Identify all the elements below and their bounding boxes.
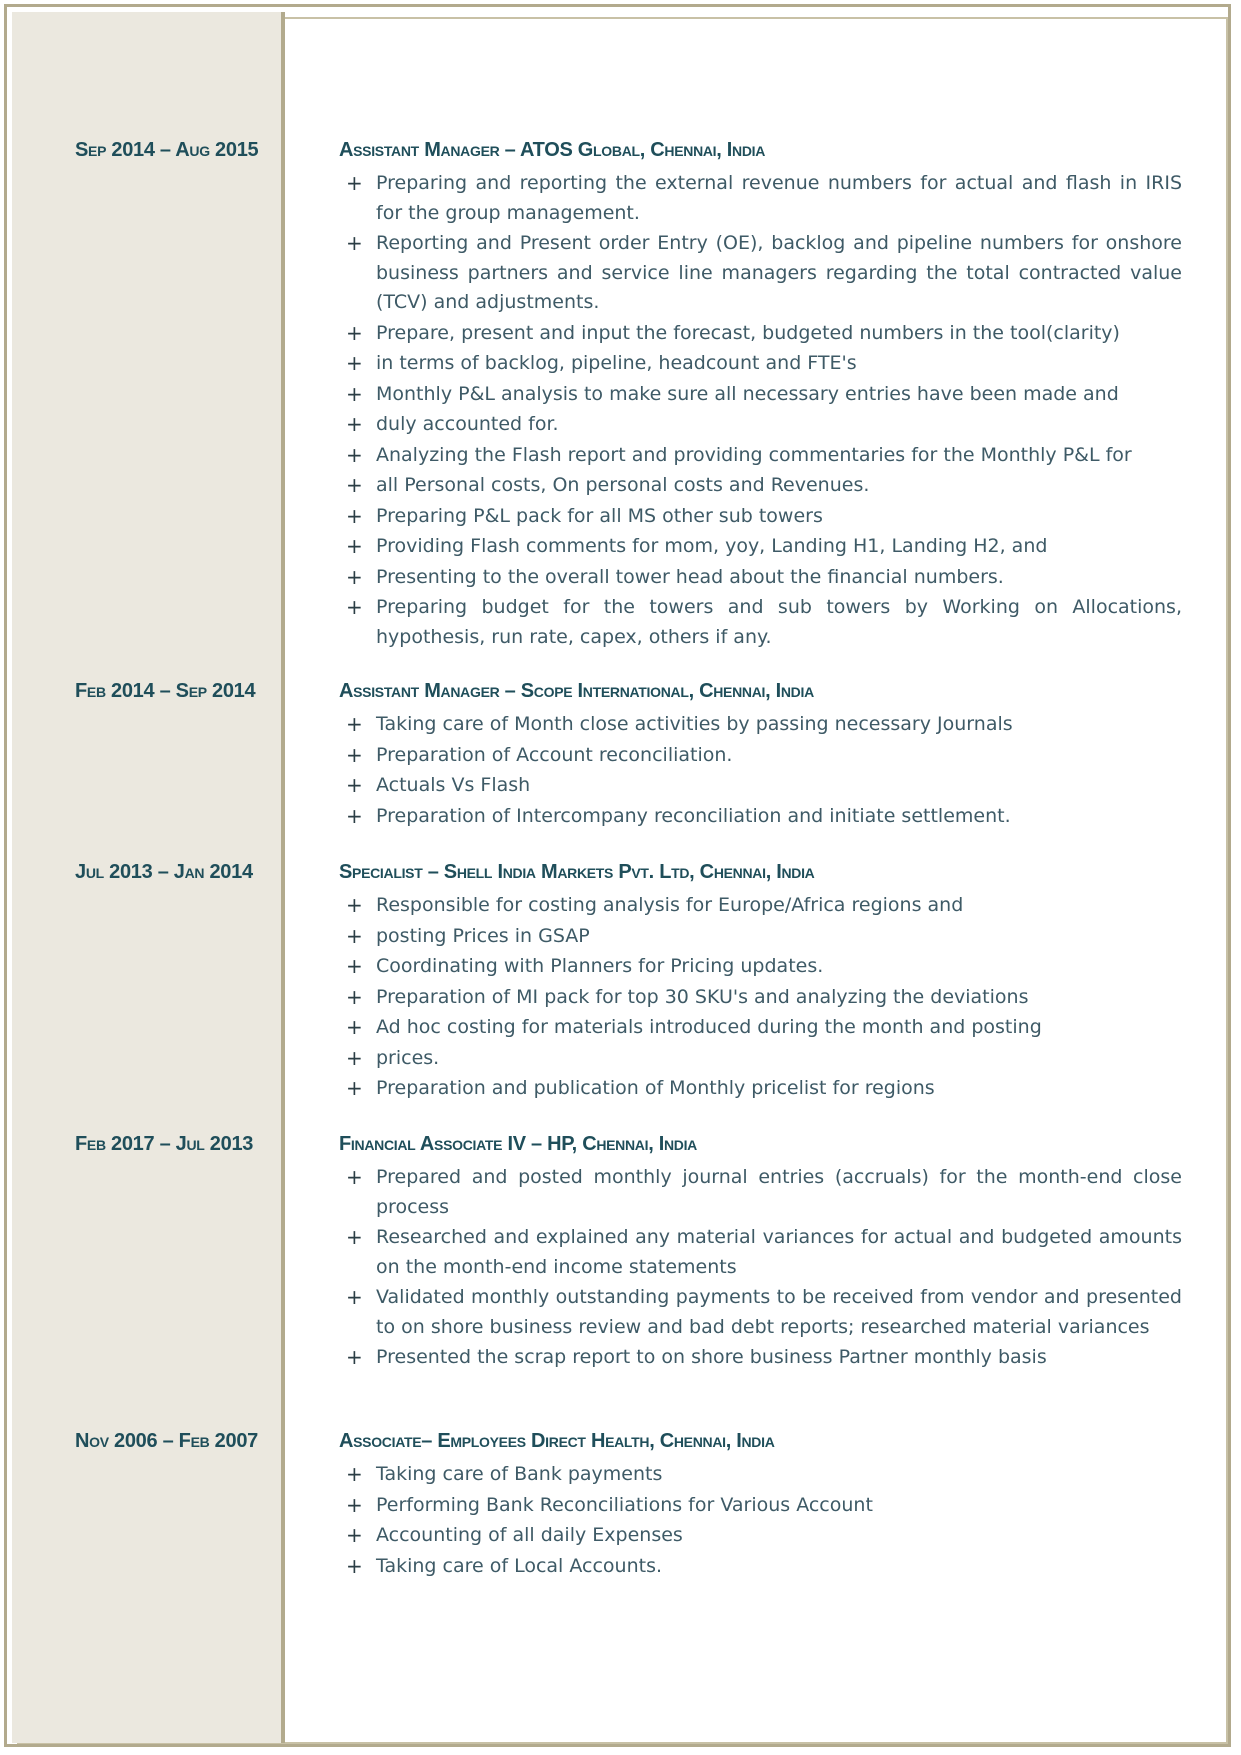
plus-icon: +: [346, 381, 363, 406]
list-item: + Presenting to the overall tower head about the financial numbers.: [346, 563, 1182, 593]
list-item: + posting Prices in GSAP: [346, 922, 1182, 952]
plus-icon: +: [346, 1492, 363, 1517]
plus-icon: +: [346, 803, 363, 828]
plus-icon: +: [346, 412, 363, 436]
plus-icon: +: [346, 1345, 363, 1369]
entry-title: Associate– Employees Direct Health, Chennai, India: [339, 1430, 775, 1452]
plus-icon: +: [346, 1462, 363, 1486]
list-item: + Preparation of MI pack for top 30 SKU's and analyzing the deviations: [346, 983, 1182, 1013]
plus-icon: +: [346, 893, 363, 917]
entry-title: Financial Associate IV – HP, Chennai, India: [339, 1133, 697, 1155]
plus-icon: +: [346, 954, 363, 978]
plus-icon: +: [346, 742, 363, 767]
bullet-list: [346, 710, 1182, 832]
entry-date: Feb 2017 – Jul 2013: [75, 1133, 254, 1155]
list-item: + Coordinating with Planners for Pricing updates.: [346, 952, 1182, 982]
entry-date: Feb 2014 – Sep 2014: [75, 680, 256, 702]
list-item: + all Personal costs, On personal costs and Revenues.: [346, 471, 1182, 501]
entry-date: Nov 2006 – Feb 2007: [75, 1430, 258, 1452]
plus-icon: +: [346, 171, 363, 195]
plus-icon: +: [346, 595, 363, 619]
list-item: + Preparation of Account reconciliation.: [346, 741, 1182, 771]
plus-icon: +: [346, 773, 363, 797]
list-item: + Taking care of Month close activities by passing necessary Journals: [346, 710, 1182, 740]
list-item: + Preparing P&L pack for all MS other sub towers: [346, 502, 1182, 532]
entry-title: Assistant Manager – Scope International, Chennai, India: [339, 680, 814, 702]
plus-icon: +: [346, 1165, 363, 1189]
list-item: + in terms of backlog, pipeline, headcount and FTE's: [346, 349, 1182, 379]
plus-icon: +: [346, 320, 363, 345]
list-item: + Prepared and posted monthly journal entries (accruals) for the month-end close process: [346, 1165, 1182, 1218]
list-item: + Preparing and reporting the external revenue numbers for actual and flash in IRIS for the group management.: [346, 171, 1182, 224]
list-item: + Reporting and Present order Entry (OE), backlog and pipeline numbers for onshore business partners and service line managers regarding the total contracted value (TCV) and adjustments.: [346, 231, 1182, 313]
list-item: + Analyzing the Flash report and providing commentaries for the Monthly P&L for: [346, 441, 1182, 471]
plus-icon: +: [346, 564, 363, 589]
plus-icon: +: [346, 1076, 363, 1100]
list-item: + Presented the scrap report to on shore business Partner monthly basis: [346, 1343, 1182, 1373]
bullet-list: [346, 1163, 1182, 1374]
list-item: + Actuals Vs Flash: [346, 771, 1182, 801]
list-item: + Responsible for costing analysis for Europe/Africa regions and: [346, 891, 1182, 921]
bullet-list: [346, 169, 1182, 653]
list-item: + Preparation and publication of Monthly pricelist for regions: [346, 1074, 1182, 1104]
plus-icon: +: [346, 1553, 363, 1578]
list-item: + Performing Bank Reconciliations for Various Account: [346, 1491, 1182, 1521]
plus-icon: +: [346, 1015, 363, 1039]
plus-icon: +: [346, 1045, 363, 1070]
entry-title: Assistant Manager – ATOS Global, Chennai, India: [339, 139, 766, 161]
plus-icon: +: [346, 351, 363, 375]
plus-icon: +: [346, 534, 363, 558]
plus-icon: +: [346, 923, 363, 948]
plus-icon: +: [346, 1225, 363, 1249]
list-item: + Taking care of Bank payments: [346, 1460, 1182, 1490]
entry-title: Specialist – Shell India Markets Pvt. Ltd, Chennai, India: [339, 861, 815, 883]
list-item: + Taking care of Local Accounts.: [346, 1552, 1182, 1582]
list-item: + Monthly P&L analysis to make sure all necessary entries have been made and: [346, 380, 1182, 410]
plus-icon: +: [346, 473, 363, 497]
plus-icon: +: [346, 503, 363, 528]
plus-icon: +: [346, 984, 363, 1009]
list-item: + Ad hoc costing for materials introduced during the month and posting: [346, 1013, 1182, 1043]
list-item: + Preparing budget for the towers and sub towers by Working on Allocations, hypothesis, run rate, capex, others if any.: [346, 595, 1182, 648]
plus-icon: +: [346, 442, 363, 467]
entry-date: Jul 2013 – Jan 2014: [75, 861, 253, 883]
plus-icon: +: [346, 712, 363, 736]
list-item: + Validated monthly outstanding payments to be received from vendor and presented to on shore business review and bad debt reports; researched material variances: [346, 1285, 1182, 1338]
plus-icon: +: [346, 1523, 363, 1547]
list-item: + Providing Flash comments for mom, yoy, Landing H1, Landing H2, and: [346, 532, 1182, 562]
list-item: + prices.: [346, 1044, 1182, 1074]
bullet-list: [346, 1460, 1182, 1582]
entry-date: Sep 2014 – Aug 2015: [75, 139, 259, 161]
bullet-list: [346, 891, 1182, 1105]
plus-icon: +: [346, 231, 363, 255]
plus-icon: +: [346, 1285, 363, 1309]
list-item: + duly accounted for.: [346, 410, 1182, 440]
list-item: + Accounting of all daily Expenses: [346, 1521, 1182, 1551]
list-item: + Researched and explained any material variances for actual and budgeted amounts on the month-end income statements: [346, 1225, 1182, 1278]
list-item: + Prepare, present and input the forecast, budgeted numbers in the tool(clarity): [346, 319, 1182, 349]
list-item: + Preparation of Intercompany reconciliation and initiate settlement.: [346, 802, 1182, 832]
